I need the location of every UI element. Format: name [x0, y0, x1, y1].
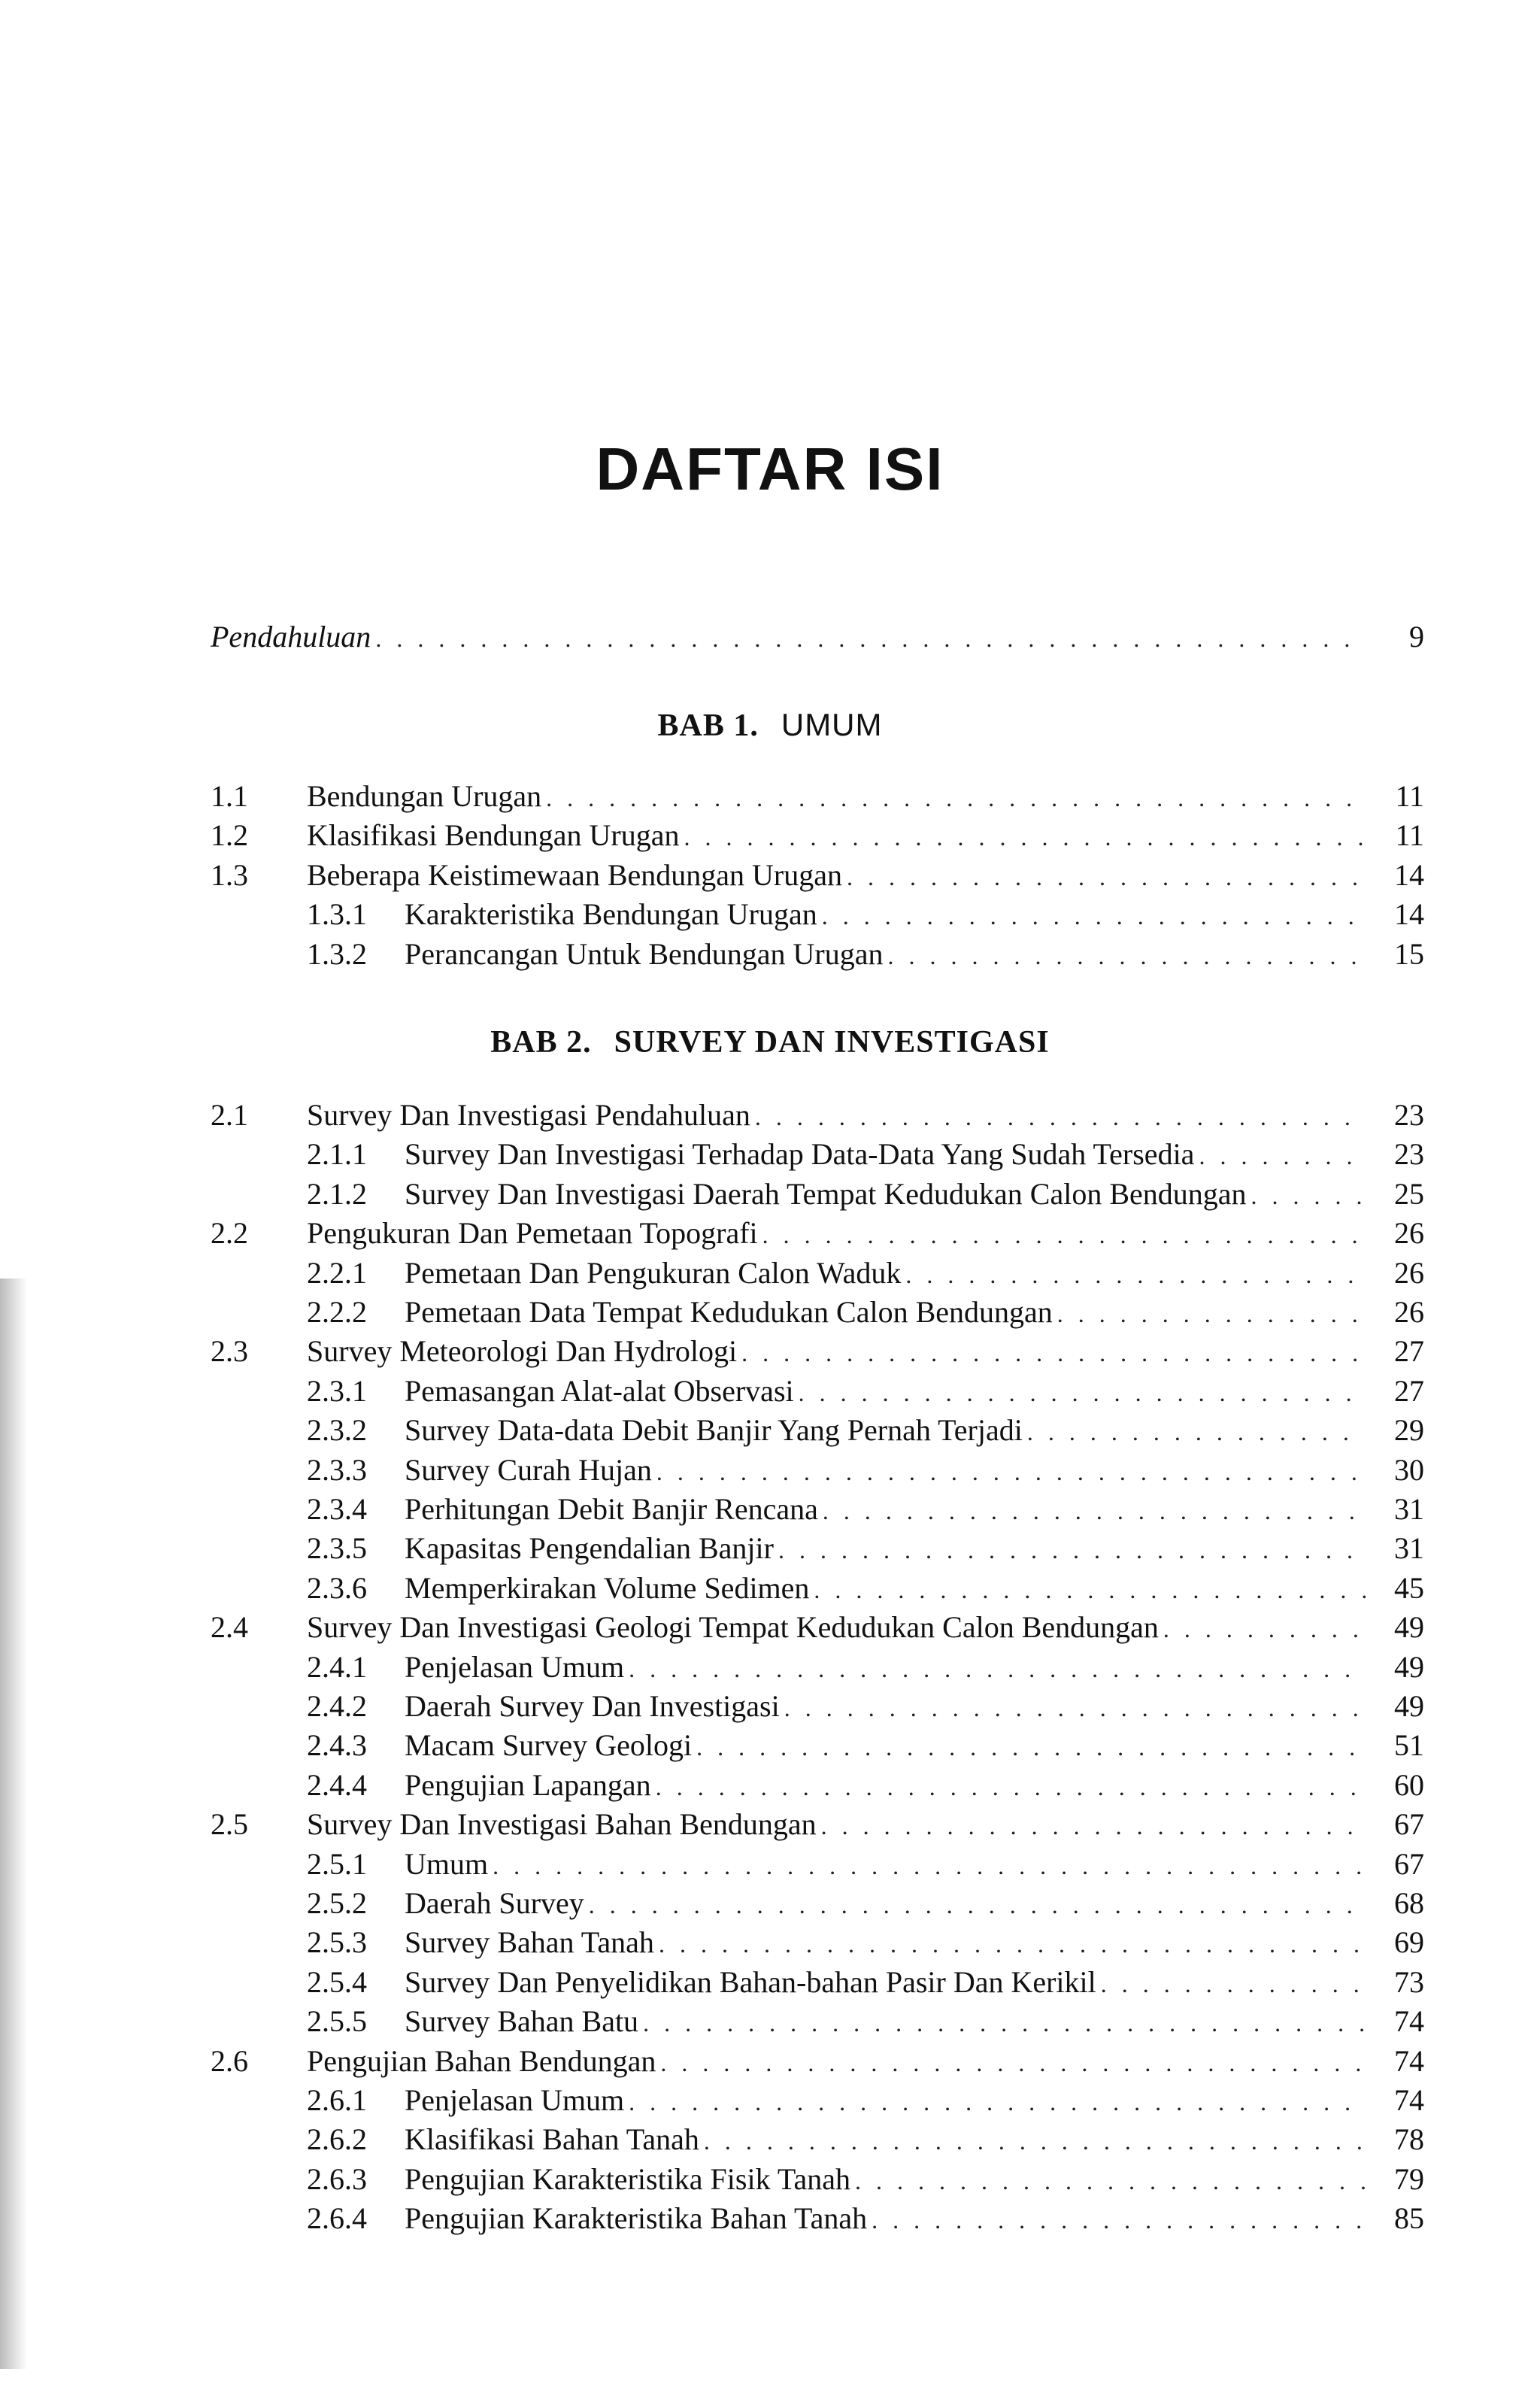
- toc-entry-number: 2.3.1: [307, 1373, 367, 1408]
- dot-leader: [778, 1531, 1366, 1569]
- toc-entry-number: 2.5.3: [307, 1925, 367, 1960]
- toc-entry-page-number: 74: [1394, 2004, 1424, 2039]
- dot-leader: [799, 1374, 1366, 1412]
- toc-entry-number: 2.1.1: [307, 1137, 367, 1172]
- toc-entry-title-line: [405, 2121, 1366, 2160]
- toc-entry-number: 2.3: [211, 1334, 248, 1369]
- toc-entry-title-line: [405, 1491, 1366, 1530]
- dot-leader: [1163, 1610, 1366, 1648]
- toc-entry-title-line: [405, 1451, 1366, 1491]
- toc-entry-title-line: [405, 1372, 1366, 1412]
- toc-entry-page-number: 11: [1395, 779, 1424, 813]
- chapter-number: BAB 1.: [657, 708, 759, 743]
- toc-entry-title-line: [405, 1175, 1366, 1215]
- toc-entry-number: 2.5.1: [307, 1846, 367, 1881]
- dot-leader: [1057, 1295, 1366, 1333]
- toc-entry-title-line: [307, 1096, 1366, 1136]
- toc-entry-number: 2.3.3: [307, 1452, 367, 1487]
- toc-entry: [0, 1254, 1540, 1292]
- toc-entry-number: 2.2: [211, 1216, 248, 1251]
- toc-entry-page-number: 30: [1394, 1452, 1424, 1487]
- toc-entry-number: 2.6.4: [307, 2201, 367, 2236]
- dot-leader: [493, 1847, 1366, 1885]
- toc-entry-title: Pendahuluan: [211, 620, 371, 654]
- toc-entry-page-number: 74: [1394, 2083, 1424, 2117]
- dot-leader: [629, 1650, 1366, 1688]
- toc-entry-number: 1.3.1: [307, 897, 367, 932]
- toc-entry-title-line: [405, 2161, 1366, 2200]
- toc-entry-number: 2.5.4: [307, 1964, 367, 1999]
- chapter-heading: [0, 1024, 1540, 1060]
- toc-entry-title: Macam Survey Geologi: [405, 1728, 693, 1763]
- toc-entry-title: Survey Dan Investigasi Geologi Tempat Kedudukan Calon Bendungan: [307, 1610, 1159, 1645]
- toc-entry-number: 2.4: [211, 1610, 248, 1645]
- dot-leader: [1251, 1177, 1366, 1215]
- toc-entry: [0, 896, 1540, 933]
- toc-entry: [0, 1215, 1540, 1252]
- toc-entry: [0, 1688, 1540, 1725]
- toc-entry-title-line: [307, 817, 1366, 856]
- toc-entry-page-number: 60: [1394, 1767, 1424, 1802]
- toc-entry-title: Pengujian Karakteristika Bahan Tanah: [405, 2201, 868, 2236]
- toc-entry-number: 2.6: [211, 2043, 248, 2078]
- toc-entry-number: 1.1: [211, 779, 248, 813]
- toc-entry-title: Bendungan Urugan: [307, 779, 542, 813]
- toc-entry-title-line: [405, 2003, 1366, 2042]
- toc-entry-page-number: 25: [1394, 1176, 1424, 1211]
- toc-entry-title: Pemetaan Dan Pengukuran Calon Waduk: [405, 1255, 902, 1290]
- toc-entry-page-number: 73: [1394, 1964, 1424, 1999]
- toc-entry-title-line: [405, 1294, 1366, 1333]
- dot-leader: [822, 897, 1366, 935]
- toc-entry-number: 2.5: [211, 1807, 248, 1842]
- dot-leader: [823, 1492, 1366, 1530]
- toc-entry: [0, 1451, 1540, 1489]
- toc-entry-title: Survey Bahan Batu: [405, 2004, 639, 2039]
- toc-entry-title-line: [405, 1727, 1366, 1766]
- toc-entry-title-line: [211, 618, 1366, 657]
- dot-leader: [589, 1886, 1366, 1924]
- toc-entry-title: Klasifikasi Bendungan Urugan: [307, 818, 680, 853]
- toc-entry-title: Pengujian Bahan Bendungan: [307, 2043, 656, 2078]
- toc-entry-page-number: 14: [1394, 897, 1424, 932]
- toc-entry-number: 1.3: [211, 857, 248, 892]
- toc-entry-title-line: [405, 1412, 1366, 1451]
- toc-entry: [0, 1609, 1540, 1646]
- toc-entry: [0, 778, 1540, 815]
- toc-entry-title: Perancangan Untuk Bendungan Urugan: [405, 936, 884, 971]
- toc-entry-page-number: 31: [1394, 1531, 1424, 1566]
- toc-entry-title: Daerah Survey Dan Investigasi: [405, 1689, 780, 1723]
- toc-entry-number: 1.2: [211, 818, 248, 853]
- toc-entry-title: Survey Curah Hujan: [405, 1452, 652, 1487]
- toc-entry-page-number: 51: [1394, 1728, 1424, 1763]
- toc-entry-number: 2.6.1: [307, 2083, 367, 2117]
- toc-entry-title-line: [405, 936, 1366, 975]
- toc-entry-title-line: [405, 2200, 1366, 2239]
- toc-entry-number: 2.4.3: [307, 1728, 367, 1763]
- toc-entry-title-line: [307, 1333, 1366, 1372]
- dot-leader: [684, 818, 1366, 856]
- dot-leader: [784, 1689, 1366, 1727]
- toc-entry-number: 1.3.2: [307, 936, 367, 971]
- dot-leader: [821, 1807, 1366, 1845]
- toc-entry-number: 2.3.2: [307, 1413, 367, 1448]
- dot-leader: [643, 2004, 1366, 2042]
- toc-entry-title-line: [405, 1767, 1366, 1806]
- toc-entry-page-number: 31: [1394, 1492, 1424, 1526]
- toc-entry: [0, 1175, 1540, 1213]
- toc-entry-title-line: [405, 1924, 1366, 1963]
- toc-entry-page-number: 49: [1394, 1610, 1424, 1645]
- toc-entry-title: Umum: [405, 1846, 489, 1881]
- toc-entry-page-number: 26: [1394, 1295, 1424, 1329]
- toc-entry-title-line: [307, 857, 1366, 896]
- toc-entry-title-line: [405, 1530, 1366, 1569]
- toc-entry-title: Karakteristika Bendungan Urugan: [405, 897, 817, 932]
- dot-leader: [659, 1925, 1366, 1963]
- toc-entry-number: 2.4.1: [307, 1649, 367, 1684]
- toc-entry: [0, 1136, 1540, 1173]
- toc-entry-title: Pemasangan Alat-alat Observasi: [405, 1373, 794, 1408]
- toc-entry-title: Klasifikasi Bahan Tanah: [405, 2122, 699, 2157]
- toc-entry-title-line: [307, 778, 1366, 817]
- toc-entry-title-line: [405, 1964, 1366, 2003]
- toc-entry: [0, 1412, 1540, 1449]
- toc-entry: [0, 1806, 1540, 1843]
- toc-entry-number: 2.5.2: [307, 1886, 367, 1920]
- toc-entry-title: Memperkirakan Volume Sedimen: [405, 1570, 810, 1605]
- dot-leader: [656, 1453, 1366, 1491]
- dot-leader: [696, 1728, 1366, 1766]
- toc-entry-title: Survey Dan Investigasi Terhadap Data-Data Yang Sudah Tersedia: [405, 1137, 1195, 1172]
- toc-entry-title: Kapasitas Pengendalian Banjir: [405, 1531, 774, 1566]
- toc-entry-number: 2.2.1: [307, 1255, 367, 1290]
- toc-entry-title-line: [405, 2082, 1366, 2121]
- toc-entry: [0, 817, 1540, 854]
- chapter-name: UMUM: [781, 707, 883, 742]
- dot-leader: [755, 1098, 1366, 1136]
- toc-entry-title-line: [405, 1846, 1366, 1885]
- toc-entry-page-number: 15: [1394, 936, 1424, 971]
- toc-entry: [0, 1727, 1540, 1764]
- toc-entry: [0, 2121, 1540, 2158]
- toc-entry-title: Daerah Survey: [405, 1886, 584, 1920]
- toc-entry-title-line: [405, 1136, 1366, 1175]
- toc-entry-title-line: [405, 1254, 1366, 1294]
- toc-entry: [0, 2043, 1540, 2080]
- dot-leader: [1199, 1137, 1366, 1175]
- toc-entry-page-number: 49: [1394, 1649, 1424, 1684]
- toc-entry-title: Survey Meteorologi Dan Hydrologi: [307, 1334, 738, 1369]
- toc-entry-page-number: 27: [1394, 1334, 1424, 1369]
- toc-entry-title-line: [307, 1806, 1366, 1845]
- toc-entry-number: 2.3.4: [307, 1492, 367, 1526]
- toc-entry-number: 2.5.5: [307, 2004, 367, 2039]
- toc-entry-title: Perhitungan Debit Banjir Rencana: [405, 1492, 818, 1526]
- toc-entry-number: 2.3.6: [307, 1570, 367, 1605]
- toc-entry-title: Survey Dan Penyelidikan Bahan-bahan Pasir Dan Kerikil: [405, 1964, 1096, 1999]
- toc-entry: [0, 1570, 1540, 1607]
- toc-entry: [0, 1294, 1540, 1331]
- toc-entry: [0, 1530, 1540, 1567]
- dot-leader: [855, 2162, 1366, 2200]
- toc-entry-number: 2.4.4: [307, 1767, 367, 1802]
- toc-entry-page-number: 67: [1394, 1846, 1424, 1881]
- toc-entry: [0, 1372, 1540, 1410]
- dot-leader: [704, 2122, 1366, 2160]
- toc-entry-title: Pengukuran Dan Pemetaan Topografi: [307, 1216, 758, 1251]
- toc-entry-page-number: 79: [1394, 2161, 1424, 2196]
- toc-entry-page-number: 9: [1409, 620, 1424, 654]
- toc-entry-title: Pemetaan Data Tempat Kedudukan Calon Bendungan: [405, 1295, 1053, 1329]
- toc-entry: [0, 1964, 1540, 2001]
- dot-leader: [905, 1256, 1366, 1294]
- toc-entry-number: 2.1: [211, 1098, 248, 1132]
- toc-entry: [0, 1491, 1540, 1528]
- toc-entry: [0, 2161, 1540, 2198]
- toc-entry-page-number: 26: [1394, 1255, 1424, 1290]
- toc-entry-title-line: [307, 1215, 1366, 1254]
- toc-entry-title: Penjelasan Umum: [405, 1649, 625, 1684]
- toc-entry: [0, 2082, 1540, 2119]
- dot-leader: [847, 858, 1366, 896]
- dot-leader: [1027, 1413, 1366, 1451]
- toc-entry-page-number: 14: [1394, 857, 1424, 892]
- toc-entry-title: Pengujian Karakteristika Fisik Tanah: [405, 2161, 851, 2196]
- toc-entry-title-line: [405, 1688, 1366, 1727]
- toc-entry-title-line: [405, 1570, 1366, 1609]
- toc-entry-number: 2.2.2: [307, 1295, 367, 1329]
- toc-entry-number: 2.6.3: [307, 2161, 367, 2196]
- dot-leader: [762, 1216, 1366, 1254]
- toc-entry: [0, 1846, 1540, 1883]
- toc-entry-title: Survey Bahan Tanah: [405, 1925, 654, 1960]
- toc-entry-page-number: 78: [1394, 2122, 1424, 2157]
- toc-entry-title-line: [405, 1885, 1366, 1924]
- toc-entry: [0, 1885, 1540, 1922]
- toc-entry-page-number: 68: [1394, 1886, 1424, 1920]
- dot-leader: [1101, 1965, 1366, 2003]
- toc-entry-page-number: 45: [1394, 1570, 1424, 1605]
- dot-leader: [656, 1768, 1366, 1806]
- toc-entry-number: 2.3.5: [307, 1531, 367, 1566]
- toc-entry: [0, 936, 1540, 973]
- toc-entry: [0, 1924, 1540, 1961]
- toc-entry-title: Pengujian Lapangan: [405, 1767, 651, 1802]
- toc-entry-number: 2.6.2: [307, 2122, 367, 2157]
- page-title: DAFTAR ISI: [596, 435, 944, 502]
- toc-entry: [0, 2003, 1540, 2040]
- toc-entry: [0, 2200, 1540, 2237]
- toc-entry-page-number: 23: [1394, 1137, 1424, 1172]
- toc-entry-title-line: [405, 1649, 1366, 1688]
- chapter-heading: [0, 707, 1540, 744]
- dot-leader: [546, 779, 1366, 817]
- toc-entry-title: Survey Dan Investigasi Pendahuluan: [307, 1098, 750, 1132]
- toc-entry-title: Survey Dan Investigasi Daerah Tempat Kedudukan Calon Bendungan: [405, 1176, 1247, 1211]
- toc-entry-page-number: 11: [1395, 818, 1424, 853]
- toc-entry-page-number: 74: [1394, 2043, 1424, 2078]
- toc-entry-page-number: 29: [1394, 1413, 1424, 1448]
- toc-entry: [0, 1333, 1540, 1370]
- dot-leader: [872, 2201, 1366, 2239]
- toc-entry-title: Penjelasan Umum: [405, 2083, 625, 2117]
- toc-entry-page-number: 85: [1394, 2201, 1424, 2236]
- dot-leader: [741, 1334, 1366, 1372]
- toc-entry-page-number: 67: [1394, 1807, 1424, 1842]
- dot-leader: [629, 2083, 1366, 2121]
- toc-entry-title-line: [307, 2043, 1366, 2082]
- toc-entry-number: 2.1.2: [307, 1176, 367, 1211]
- dot-leader: [375, 620, 1366, 657]
- toc-entry-page-number: 69: [1394, 1925, 1424, 1960]
- toc-entry-title-line: [405, 896, 1366, 935]
- toc-entry-title: Survey Data-data Debit Banjir Yang Pernah Terjadi: [405, 1413, 1023, 1448]
- toc-entry-title-line: [307, 1609, 1366, 1648]
- toc-entry-title: Beberapa Keistimewaan Bendungan Urugan: [307, 857, 842, 892]
- toc-entry-page-number: 26: [1394, 1216, 1424, 1251]
- toc-entry: [0, 1767, 1540, 1804]
- toc-entry-page-number: 49: [1394, 1689, 1424, 1723]
- chapter-number: BAB 2.: [490, 1025, 592, 1060]
- toc-entry: [0, 857, 1540, 894]
- dot-leader: [887, 937, 1366, 975]
- toc-entry-page-number: 27: [1394, 1373, 1424, 1408]
- toc-entry-page-number: 23: [1394, 1098, 1424, 1132]
- dot-leader: [814, 1571, 1366, 1609]
- toc-entry: [0, 1096, 1540, 1134]
- chapter-name: SURVEY DAN INVESTIGASI: [614, 1025, 1050, 1060]
- toc-entry: [0, 618, 1540, 656]
- dot-leader: [660, 2044, 1366, 2082]
- toc-entry: [0, 1649, 1540, 1686]
- toc-entry-title: Survey Dan Investigasi Bahan Bendungan: [307, 1807, 817, 1842]
- toc-entry-number: 2.4.2: [307, 1689, 367, 1723]
